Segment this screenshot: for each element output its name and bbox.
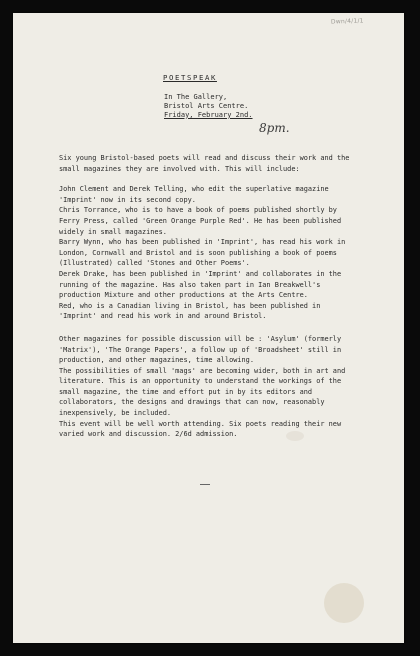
document-page bbox=[13, 13, 404, 643]
body-line: 'Imprint' now in its second copy. bbox=[59, 195, 196, 204]
body-line: This event will be well worth attending. Six poets reading their new bbox=[59, 419, 342, 428]
body-line: widely in small magazines. bbox=[59, 227, 167, 236]
body-line: Derek Drake, has been published in 'Imprint' and collaborates in the bbox=[59, 269, 342, 278]
archive-reference: Dwn/4/1/1 bbox=[331, 17, 365, 26]
body-line: collaborators, the designs and drawings that can now, reasonably bbox=[59, 398, 325, 407]
body-line: production, and other magazines, time allowing. bbox=[59, 356, 254, 365]
body-line: Chris Torrance, who is to have a book of poems published shortly by bbox=[59, 206, 337, 215]
footer-mark bbox=[200, 484, 210, 485]
body-line: production Mixture and other productions at the Arts Centre. bbox=[59, 291, 308, 300]
body-line: 'Matrix'), 'The Orange Papers', a follow up of 'Broadsheet' still in bbox=[59, 345, 342, 354]
venue-block bbox=[164, 93, 253, 119]
body-line: Barry Wynn, who has been published in 'Imprint', has read his work in bbox=[59, 238, 346, 247]
body-line: varied work and discussion. 2/6d admission. bbox=[59, 430, 238, 439]
venue-line-2: Bristol Arts Centre. bbox=[164, 101, 249, 110]
body-line: literature. This is an opportunity to understand the workings of the bbox=[59, 377, 342, 386]
paper-stain bbox=[286, 431, 304, 441]
page-title: POETSPEAK bbox=[163, 73, 217, 82]
body-text bbox=[59, 153, 389, 440]
event-date: Friday, February 2nd. bbox=[164, 110, 253, 119]
venue-line-1: In The Gallery, bbox=[164, 93, 228, 101]
body-line: inexpensively, be included. bbox=[59, 409, 172, 418]
body-line: running of the magazine. Has also taken part in Ian Breakwell's bbox=[59, 280, 321, 289]
body-line: (Illustrated) called 'Stones and Other Poems'. bbox=[59, 259, 250, 268]
body-line: Red, who is a Canadian living in Bristol, has been published in bbox=[59, 301, 321, 310]
body-line: London, Cornwall and Bristol and is soon publishing a book of poems bbox=[59, 248, 337, 257]
body-line: 'Imprint' and read his work in and around Bristol. bbox=[59, 312, 267, 321]
body-line: The possibilities of small 'mags' are becoming wider, both in art and bbox=[59, 366, 346, 375]
body-line: small magazines they are involved with. This will include: bbox=[59, 164, 300, 173]
paper-stain bbox=[324, 583, 364, 623]
body-line: Other magazines for possible discussion will be : 'Asylum' (formerly bbox=[59, 334, 342, 343]
body-line: Ferry Press, called 'Green Orange Purple Red'. He has been published bbox=[59, 216, 342, 225]
body-line: Six young Bristol-based poets will read and discuss their work and the bbox=[59, 154, 350, 162]
body-line: small magazine, the time and effort put in by its editors and bbox=[59, 387, 313, 396]
body-line: John Clement and Derek Telling, who edit the superlative magazine bbox=[59, 185, 329, 194]
handwritten-time: 8pm. bbox=[259, 121, 290, 135]
